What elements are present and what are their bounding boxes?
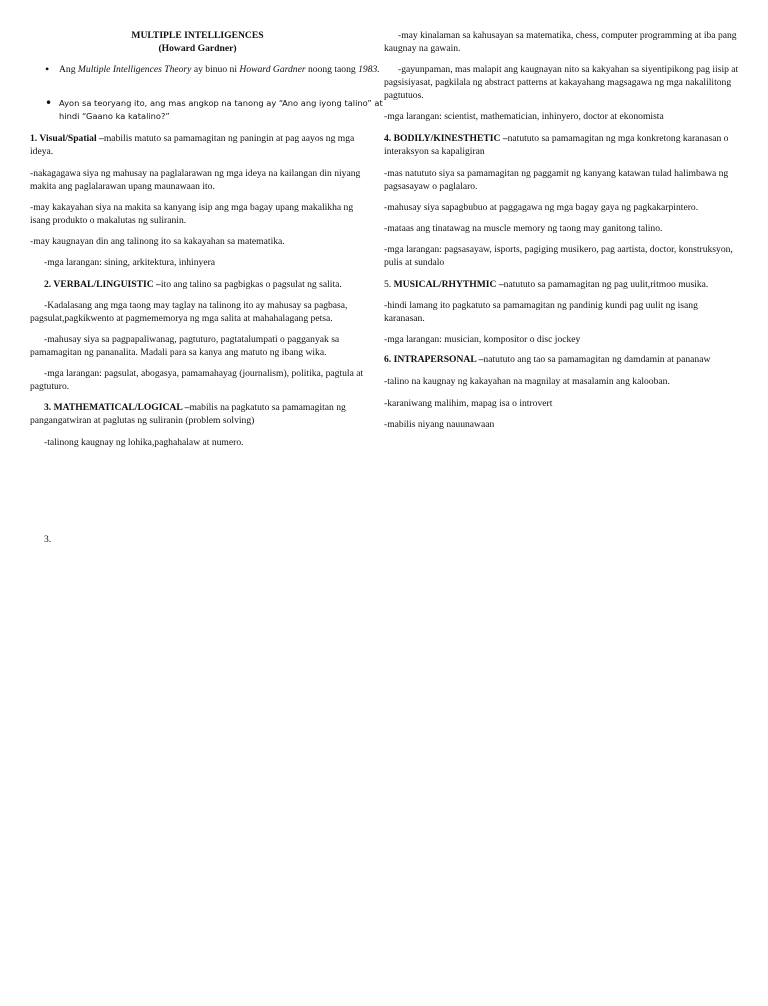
paragraph: -talinong kaugnay ng lohika,paghahalaw at numero. bbox=[44, 437, 244, 448]
paragraph: -mabilis niyang nauunawaan bbox=[384, 419, 495, 430]
theory-name: Multiple Intelligences Theory bbox=[77, 64, 192, 75]
document-subtitle: (Howard Gardner) bbox=[158, 43, 237, 54]
paragraph: -mataas ang tinatawag na muscle memory ng taong may ganitong talino. bbox=[384, 223, 663, 234]
paragraph: -karaniwang malihim, mapag isa o introvert bbox=[384, 398, 553, 409]
section-text: natututo sa pamamagitan ng mga konkretong karanasan o interaksyon sa kapaligiran bbox=[384, 133, 729, 157]
text-span: noong taong bbox=[305, 64, 359, 75]
paragraph: -mas natututo siya sa pamamagitan ng paggamit ng kanyang katawan tulad halimbawa ng pagsasayaw o paglalaro. bbox=[384, 168, 729, 192]
paragraph: -talino na kaugnay ng kakayahan na magnilay at masalamin ang kalooban. bbox=[384, 376, 670, 387]
paragraph: -hindi lamang ito pagkatuto sa pamamagitan ng pandinig kundi pag uulit ng isang karanasan. bbox=[384, 300, 698, 324]
paragraph: -gayunpaman, mas malapit ang kaugnayan nito sa kakyahan sa siyentipikong pag iisip at pagsisiyasat, pagkilala ng abstract patterns at kakayahang magsagawa ng mga nakalilitong pagtutuos. bbox=[384, 64, 739, 101]
paragraph: -mga larangan: pagsasayaw, isports, pagiging musikero, pag aartista, doctor, konstruksyon, pulis at sundalo bbox=[384, 244, 733, 268]
paragraph: -may kinalaman sa kahusayan sa matematika, chess, computer programming at iba pang kaugnay na gawain. bbox=[384, 30, 737, 54]
section-text: ito ang talino sa pagbigkas o pagsulat ng salita. bbox=[160, 279, 342, 290]
section-text: natututo sa pamamagitan ng pag uulit,ritmoo musika. bbox=[503, 279, 709, 290]
text-span: Ang bbox=[59, 64, 78, 75]
paragraph: -nakagagawa siya ng mahusay na paglalarawan ng mga ideya na kailangan din niyang makita ang paglalarawan upang maunawaan ito. bbox=[30, 168, 361, 192]
year: 1983. bbox=[358, 64, 380, 75]
section-intrapersonal bbox=[384, 353, 739, 366]
paragraph: -mga larangan: sining, arkitektura, inhinyera bbox=[44, 257, 216, 268]
section-text: mabilis na pagkatuto sa pamamagitan ng pangangatwiran at paglutas ng suliranin (problem solving) bbox=[30, 402, 346, 426]
section-heading: MUSICAL/RHYTHMIC – bbox=[393, 279, 504, 290]
paragraph: -mga larangan: musician, kompositor o disc jockey bbox=[384, 334, 581, 345]
section-verbal-linguistic bbox=[30, 278, 365, 291]
paragraph: -mahusay siya sa pagpapaliwanag, pagtuturo, pagtatalumpati o pagganyak sa pamamagitan ng pananalita. Madali para sa kanya ang matuto ng ibang wika. bbox=[30, 334, 340, 358]
text-span: ay binuo ni bbox=[191, 64, 240, 75]
section-bodily-kinesthetic bbox=[384, 132, 739, 158]
section-text: mabilis matuto sa pamamagitan ng paningin at pag aayos ng mga ideya. bbox=[30, 133, 355, 157]
paragraph: -may kaugnayan din ang talinong ito sa kakayahan sa matematika. bbox=[30, 236, 285, 247]
paragraph: -Kadalasang ang mga taong may taglay na talinong ito ay mahusay sa pagbasa, pagsulat,pagkikwento at pagmememorya ng mga salita at mahahalagang petsa. bbox=[30, 300, 348, 324]
author-name: Howard Gardner bbox=[239, 64, 306, 75]
section-visual-spatial bbox=[30, 132, 365, 158]
section-heading: 6. INTRAPERSONAL – bbox=[384, 354, 484, 365]
paragraph: -mga larangan: pagsulat, abogasya, pamamahayag (journalism), politika, pagtula at pagtuturo. bbox=[30, 368, 364, 392]
document-title: MULTIPLE INTELLIGENCES bbox=[131, 30, 264, 41]
section-heading: 1. Visual/Spatial – bbox=[30, 133, 104, 144]
paragraph: -mahusay siya sapagbubuo at paggagawa ng mga bagay gaya ng pagkakarpintero. bbox=[384, 202, 699, 213]
section-text: natututo ang tao sa pamamagitan ng damdamin at pananaw bbox=[483, 354, 711, 365]
section-mathematical-logical bbox=[30, 401, 365, 427]
paragraph: -may kakayahan siya na makita sa kanyang isip ang mga bagay upang makalikha ng isang produkto o makalutas ng suliranin. bbox=[30, 202, 354, 226]
paragraph: -mga larangan: scientist, mathematician, inhinyero, doctor at ekonomista bbox=[384, 111, 664, 122]
page-number: 3. bbox=[44, 534, 52, 545]
section-heading: 4. BODILY/KINESTHETIC – bbox=[384, 133, 508, 144]
section-number: 5. bbox=[384, 279, 394, 290]
section-musical-rhythmic bbox=[384, 278, 739, 291]
section-heading: 3. MATHEMATICAL/LOGICAL – bbox=[44, 402, 190, 413]
bullet-theory bbox=[45, 63, 384, 76]
bullet-question: • Ayon sa teoryang ito, ang mas angkop na tanong ay “Ano ang iyong talino” at hindi “Gaano ka katalino?” bbox=[45, 97, 384, 123]
section-heading: 2. VERBAL/LINGUISTIC – bbox=[44, 279, 161, 290]
